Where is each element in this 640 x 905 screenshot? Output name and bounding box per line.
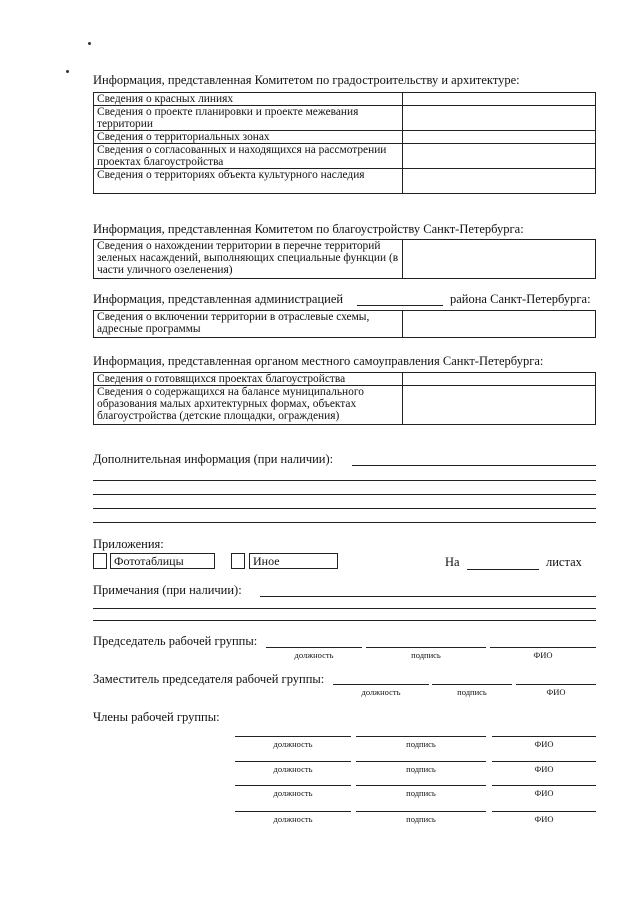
table-row [94,131,596,144]
position-caption: должность [273,788,313,798]
member-name-field[interactable] [492,811,596,812]
notes-line[interactable] [260,596,596,597]
table-row [94,93,596,106]
position-caption: должность [273,814,313,824]
row-value-field[interactable] [403,144,596,169]
member-position-field[interactable] [235,785,351,786]
row-label: Сведения о включении территории в отраслевые схемы, адресные программы [94,311,403,338]
table-row [94,311,596,338]
table-row [94,240,596,279]
additional-info-line[interactable] [93,522,596,523]
table-row [94,373,596,386]
members-label: Члены рабочей группы: [93,710,220,724]
info-table-committee-improvement [93,239,596,279]
signature-caption: подпись [411,650,441,660]
member-name-field[interactable] [492,785,596,786]
additional-info-line[interactable] [352,465,596,466]
additional-info-line[interactable] [93,494,596,495]
row-value-field[interactable] [403,106,596,131]
row-value-field[interactable] [403,131,596,144]
on-label: На [445,555,460,569]
position-caption: должность [273,739,313,749]
signature-caption: подпись [406,764,436,774]
chair-name-field[interactable] [490,647,596,648]
name-caption: ФИО [534,814,554,824]
row-value-field[interactable] [403,373,596,386]
name-caption: ФИО [546,687,566,697]
signature-caption: подпись [406,788,436,798]
additional-info-label: Дополнительная информация (при наличии): [93,452,334,466]
section-heading: Информация, представленная органом местного самоуправления Санкт-Петербурга: [93,354,544,368]
section-heading-end: района Санкт-Петербурга: [450,292,591,306]
member-position-field[interactable] [235,811,351,812]
row-label: Сведения о проекте планировки и проекте межевания территории [94,106,403,131]
row-label: Сведения о красных линиях [94,93,403,106]
row-label: Сведения о согласованных и находящихся на рассмотрении проектах благоустройства [94,144,403,169]
member-position-field[interactable] [235,761,351,762]
member-name-field[interactable] [492,761,596,762]
chair-label: Председатель рабочей группы: [93,634,258,648]
district-blank[interactable] [357,305,443,306]
row-value-field[interactable] [403,386,596,425]
table-row [94,386,596,425]
photo-tables-checkbox[interactable] [93,553,107,569]
additional-info-line[interactable] [93,508,596,509]
member-position-field[interactable] [235,736,351,737]
row-label: Сведения о содержащихся на балансе муниципального образования малых архитектурных формах, объектах благоустройства (детские площадки, ограждения) [94,386,403,425]
other-checkbox[interactable] [231,553,245,569]
name-caption: ФИО [534,739,554,749]
signature-caption: подпись [406,739,436,749]
attachments-label: Приложения: [93,537,164,551]
table-row [94,169,596,194]
row-label: Сведения о территориальных зонах [94,131,403,144]
member-signature-field[interactable] [356,785,486,786]
name-caption: ФИО [534,788,554,798]
notes-line[interactable] [93,608,596,609]
info-table-district-administration [93,310,596,338]
deputy-name-field[interactable] [516,684,596,685]
section-heading: Информация, представленная Комитетом по градостроительству и архитектуре: [93,73,520,87]
table-row [94,144,596,169]
row-value-field[interactable] [403,169,596,194]
other-option: Иное [249,553,338,569]
additional-info-line[interactable] [93,480,596,481]
chair-signature-field[interactable] [366,647,486,648]
position-caption: должность [273,764,313,774]
info-table-municipality [93,372,596,425]
signature-caption: подпись [406,814,436,824]
table-row [94,106,596,131]
notes-label: Примечания (при наличии): [93,583,242,597]
info-table-committee-architecture [93,92,596,194]
member-signature-field[interactable] [356,736,486,737]
member-name-field[interactable] [492,736,596,737]
deputy-position-field[interactable] [333,684,429,685]
section-heading: Информация, представленная администрацией [93,292,344,306]
member-signature-field[interactable] [356,761,486,762]
row-value-field[interactable] [403,311,596,338]
deputy-label: Заместитель председателя рабочей группы: [93,672,325,686]
notes-line[interactable] [93,620,596,621]
member-signature-field[interactable] [356,811,486,812]
position-caption: должность [361,687,401,697]
signature-caption: подпись [457,687,487,697]
row-label: Сведения о готовящихся проектах благоустройства [94,373,403,386]
position-caption: должность [294,650,334,660]
sheets-count-field[interactable] [467,569,539,570]
name-caption: ФИО [533,650,553,660]
section-heading: Информация, представленная Комитетом по благоустройству Санкт-Петербурга: [93,222,524,236]
scan-mark [88,42,91,45]
row-value-field[interactable] [403,93,596,106]
scan-mark [66,70,69,73]
sheets-label: листах [546,555,582,569]
row-label: Сведения о нахождении территории в перечне территорий зеленых насаждений, выполняющих специальные функции (в части уличного озеленения) [94,240,403,279]
chair-position-field[interactable] [266,647,362,648]
photo-tables-option: Фототаблицы [110,553,215,569]
row-label: Сведения о территориях объекта культурного наследия [94,169,403,194]
deputy-signature-field[interactable] [432,684,512,685]
name-caption: ФИО [534,764,554,774]
row-value-field[interactable] [403,240,596,279]
